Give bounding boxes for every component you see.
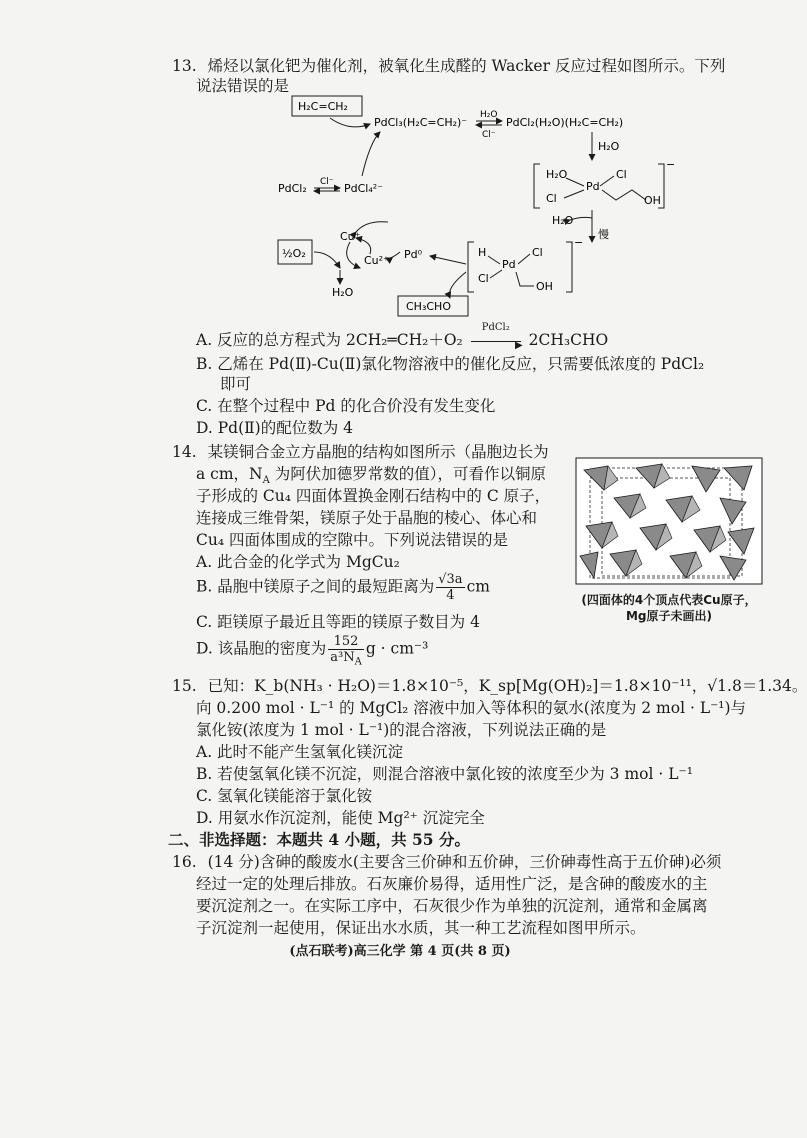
page-footer: (点石联考)高三化学 第 4 页(共 8 页) [289,944,511,959]
pdcl4-label: PdCl₄²⁻ [344,182,383,195]
q13-option-b-line1: B. 乙烯在 Pd(Ⅱ)-Cu(Ⅱ)氯化物溶液中的催化反应，只需要低浓度的 PdCl₂ [196,355,705,373]
svg-text:Pd: Pd [502,258,516,271]
q16-number: 16. [172,853,197,871]
svg-text:OH: OH [644,194,661,207]
q14-stem-line4: 连接成三维骨架，镁原子处于晶胞的棱心、体心和 [196,509,538,527]
o2-label: ½O₂ [282,247,306,260]
q14-option-a: A. 此合金的化学式为 MgCu₂ [196,553,400,571]
q15-stem-line3: 氯化铵(浓度为 1 mol · L⁻¹)的混合溶液，下列说法正确的是 [196,721,607,739]
q15-stem-line1: 15. 已知：K_b(NH₃ · H₂O)＝1.8×10⁻⁵，K_sp[Mg(OH)₂]＝1.8×10⁻¹¹，√1.8＝1.34。 [172,677,807,695]
crystal-figure-caption: (四面体的4个顶点代表Cu原子， Mg原子未画出) [581,593,757,623]
ethylene-label: H₂C=CH₂ [298,100,348,113]
pdcl4-to-complex1-arrow [362,132,380,176]
svg-text:H₂O: H₂O [546,168,568,181]
q14-option-d: D. 该晶胞的密度为 $\frac{152}{a^3N_A}$ g · cm⁻³ [196,634,429,668]
svg-text:Cl⁻: Cl⁻ [320,177,334,187]
d-fraction: $\frac{152}{a^3N_A}$ [330,634,362,668]
q15-option-b: B. 若使氢氧化镁不沉淀，则混合溶液中氯化铵的浓度至少为 3 mol · L⁻¹ [196,765,693,783]
q15-option-c: C. 氢氧化镁能溶于氯化铵 [196,787,373,805]
q15-option-d: D. 用氨水作沉淀剂，能使 Mg²⁺ 沉淀完全 [196,809,485,827]
svg-text:Cl: Cl [546,192,557,205]
q15-number: 15. [172,677,197,695]
q15-stem-line2: 向 0.200 mol · L⁻¹ 的 MgCl₂ 溶液中加入等体积的氨水(浓度为 2 mol · L⁻¹)与 [196,699,747,717]
q14-stem-line3: 子形成的 Cu₄ 四面体置换金刚石结构中的 C 原子， [196,487,551,505]
q14-stem-line1: 14. 某镁铜合金立方晶胞的结构如图所示（晶胞边长为 [172,443,549,461]
svg-text:Pd: Pd [586,180,600,193]
svg-text:OH: OH [536,280,553,293]
crystal-cell-figure [574,456,764,586]
cu-plus-label: Cu⁺ [340,230,361,243]
q13-option-a: A. 反应的总方程式为 2CH₂═CH₂＋O₂ PdCl₂ ▶ 2CH₃CHO [196,322,609,351]
q14-option-c: C. 距镁原子最近且等距的镁原子数目为 4 [196,613,480,631]
intermediate2-structure [468,236,583,293]
complex2-label: PdCl₂(H₂O)(H₂C=CH₂) [506,116,624,129]
q14-stem-line2: a cm，$N_A$ 为阿伏加德罗常数的值），可看作以铜原 [196,465,547,487]
h2o-out-label: H₂O [552,214,574,227]
slow-label: 慢 [598,228,609,241]
q13-stem-line1 [172,56,725,76]
q13-stem-line2: 说法错误的是 [196,77,290,95]
q13-number: 13. [172,57,197,75]
eq-bottom-label: Cl⁻ [482,130,496,140]
q16-line4: 子沉淀剂一起使用，保证出水水质，其一种工艺流程如图甲所示。 [196,919,646,937]
svg-text:Cl: Cl [532,246,543,259]
q16-line1: 16. (14 分)含砷的酸废水(主要含三价砷和五价砷，三价砷毒性高于五价砷)必须 [172,853,722,871]
eq-top-label: H₂O [480,110,498,120]
q16-line3: 要沉淀剂之一。在实际工序中，石灰很少作为单独的沉淀剂，通常和金属离 [196,897,708,915]
to-product-arrow [449,272,466,298]
intermediate1-structure [534,158,675,208]
q14-option-b: B. 晶胞中镁原子之间的最短距离为 $\frac{√3a}{4}$ cm [196,572,490,603]
to-pd0-arrow [430,256,466,264]
section2-heading: 二、非选择题：本题共 4 小题，共 55 分。 [168,830,470,849]
q13-option-c: C. 在整个过程中 Pd 的化合价没有发生变化 [196,397,496,415]
svg-text:Cl: Cl [616,168,627,181]
q16-line2: 经过一定的处理后排放。石灰廉价易得，适用性广泛，是含砷的酸废水的主 [196,875,708,893]
q14-number: 14. [172,443,197,461]
q14-stem-line5: Cu₄ 四面体围成的空隙中。下列说法错误的是 [196,531,508,549]
complex1-label: PdCl₃(H₂C=CH₂)⁻ [374,116,468,129]
product-label: CH₃CHO [406,300,451,313]
h2o-bottom-label: H₂O [332,286,354,299]
pdcl2-label: PdCl₂ [278,182,307,195]
ethylene-in-arrow [330,118,370,127]
cu2-plus-label: Cu²⁺ [364,254,389,267]
svg-text:Cl: Cl [478,272,489,285]
catalyst-arrow: PdCl₂ ▶ [468,330,524,350]
h2o-in-label: H₂O [598,140,620,153]
q13-option-b-line2: 即可 [220,375,252,393]
pd0-label: Pd⁰ [404,248,423,261]
b-fraction: $\frac{√3a}{4}$ [438,572,463,603]
svg-text:−: − [574,236,584,249]
q15-option-a: A. 此时不能产生氢氧化镁沉淀 [196,743,404,761]
q13-option-d: D. Pd(Ⅱ)的配位数为 4 [196,419,353,437]
svg-text:H: H [478,246,487,259]
q13-stem1-text: 烯烃以氯化钯为催化剂，被氧化生成醛的 Wacker 反应过程如图所示。下列 [207,57,726,75]
wacker-cycle-diagram [270,92,676,322]
svg-text:−: − [666,158,676,171]
